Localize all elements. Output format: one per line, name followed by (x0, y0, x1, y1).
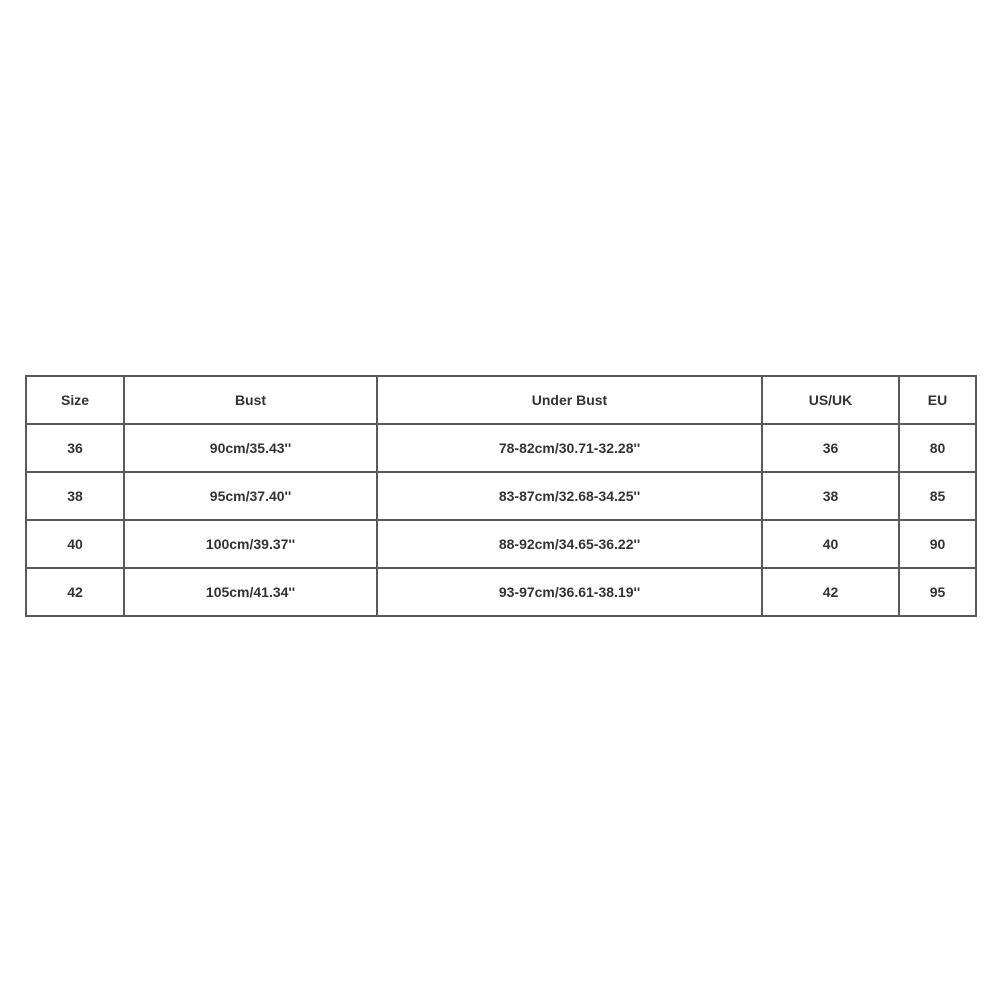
cell-size: 38 (26, 472, 124, 520)
table-row (26, 472, 976, 520)
cell-under-bust: 93-97cm/36.61-38.19'' (377, 568, 762, 616)
cell-eu: 95 (899, 568, 976, 616)
header-size: Size (26, 376, 124, 424)
header-under-bust: Under Bust (377, 376, 762, 424)
cell-under-bust: 88-92cm/34.65-36.22'' (377, 520, 762, 568)
header-us-uk: US/UK (762, 376, 899, 424)
cell-us-uk: 40 (762, 520, 899, 568)
header-eu: EU (899, 376, 976, 424)
cell-eu: 85 (899, 472, 976, 520)
cell-us-uk: 42 (762, 568, 899, 616)
table-row (26, 424, 976, 472)
cell-bust: 105cm/41.34'' (124, 568, 377, 616)
cell-us-uk: 38 (762, 472, 899, 520)
cell-us-uk: 36 (762, 424, 899, 472)
cell-size: 36 (26, 424, 124, 472)
cell-eu: 90 (899, 520, 976, 568)
cell-bust: 95cm/37.40'' (124, 472, 377, 520)
table-row (26, 568, 976, 616)
cell-size: 40 (26, 520, 124, 568)
size-chart-table (25, 375, 977, 617)
cell-size: 42 (26, 568, 124, 616)
cell-bust: 100cm/39.37'' (124, 520, 377, 568)
header-bust: Bust (124, 376, 377, 424)
cell-under-bust: 78-82cm/30.71-32.28'' (377, 424, 762, 472)
cell-eu: 80 (899, 424, 976, 472)
table-row (26, 520, 976, 568)
cell-bust: 90cm/35.43'' (124, 424, 377, 472)
cell-under-bust: 83-87cm/32.68-34.25'' (377, 472, 762, 520)
table-header-row (26, 376, 976, 424)
